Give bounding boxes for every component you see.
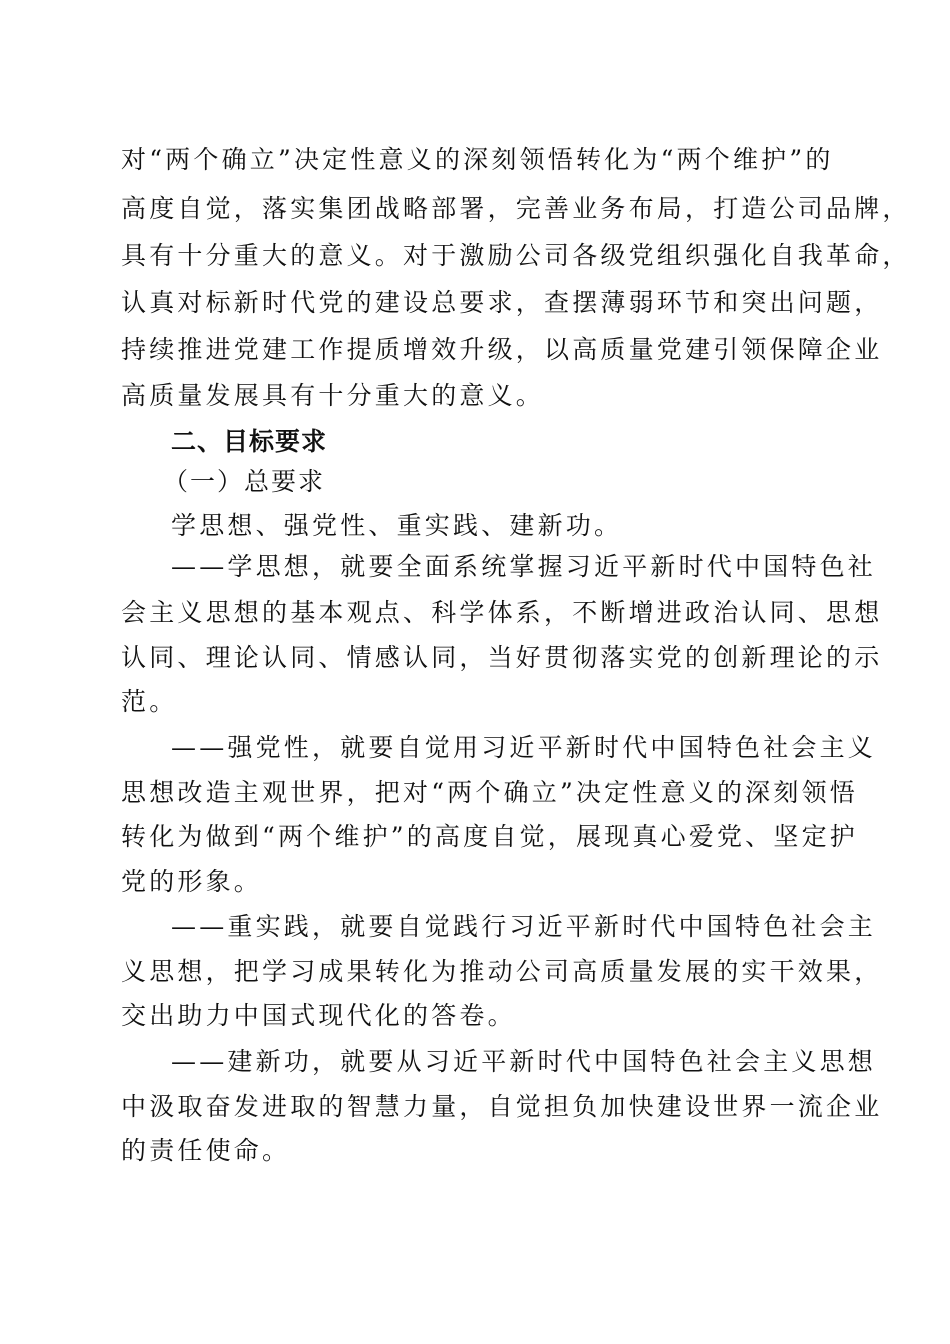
section-heading: 二、目标要求 — [171, 427, 328, 456]
paragraph-1-line-6: 高质量发展具有十分重大的意义。 — [121, 381, 545, 410]
paragraph-jian-line-1: ——建新功，就要从习近平新时代中国特色社会主义思想 — [171, 1047, 877, 1076]
paragraph-qiang-line-4: 党的形象。 — [121, 867, 263, 896]
summary-line: 学思想、强党性、重实践、建新功。 — [171, 511, 623, 540]
paragraph-zhong-line-3: 交出助力中国式现代化的答卷。 — [121, 1001, 516, 1030]
paragraph-qiang-line-3: 转化为做到“两个维护”的高度自觉，展现真心爱党、坚定护 — [121, 822, 858, 851]
paragraph-1-line-1: 对“两个确立”决定性意义的深刻领悟转化为“两个维护”的 — [121, 145, 834, 174]
paragraph-1-line-3: 具有十分重大的意义。对于激励公司各级党组织强化自我革命， — [121, 241, 911, 270]
paragraph-xue-line-2: 会主义思想的基本观点、科学体系，不断增进政治认同、思想 — [121, 598, 883, 627]
subsection-heading: （一）总要求 — [163, 467, 326, 496]
paragraph-zhong-line-1: ——重实践，就要自觉践行习近平新时代中国特色社会主 — [171, 912, 877, 941]
paragraph-jian-line-3: 的责任使命。 — [121, 1136, 291, 1165]
paragraph-1-line-2: 高度自觉，落实集团战略部署，完善业务布局，打造公司品牌， — [121, 194, 911, 223]
paragraph-1-line-5: 持续推进党建工作提质增效升级，以高质量党建引领保障企业 — [121, 335, 883, 364]
paragraph-zhong-line-2: 义思想，把学习成果转化为推动公司高质量发展的实干效果， — [121, 957, 883, 986]
paragraph-1-line-4: 认真对标新时代党的建设总要求，查摆薄弱环节和突出问题， — [121, 288, 883, 317]
paragraph-xue-line-1: ——学思想，就要全面系统掌握习近平新时代中国特色社 — [171, 552, 877, 581]
paragraph-xue-line-3: 认同、理论认同、情感认同，当好贯彻落实党的创新理论的示 — [121, 643, 883, 672]
paragraph-xue-line-4: 范。 — [121, 687, 178, 716]
paragraph-qiang-line-2: 思想改造主观世界，把对“两个确立”决定性意义的深刻领悟 — [121, 778, 858, 807]
paragraph-qiang-line-1: ——强党性，就要自觉用习近平新时代中国特色社会主义 — [171, 733, 877, 762]
paragraph-jian-line-2: 中汲取奋发进取的智慧力量，自觉担负加快建设世界一流企业 — [121, 1092, 883, 1121]
